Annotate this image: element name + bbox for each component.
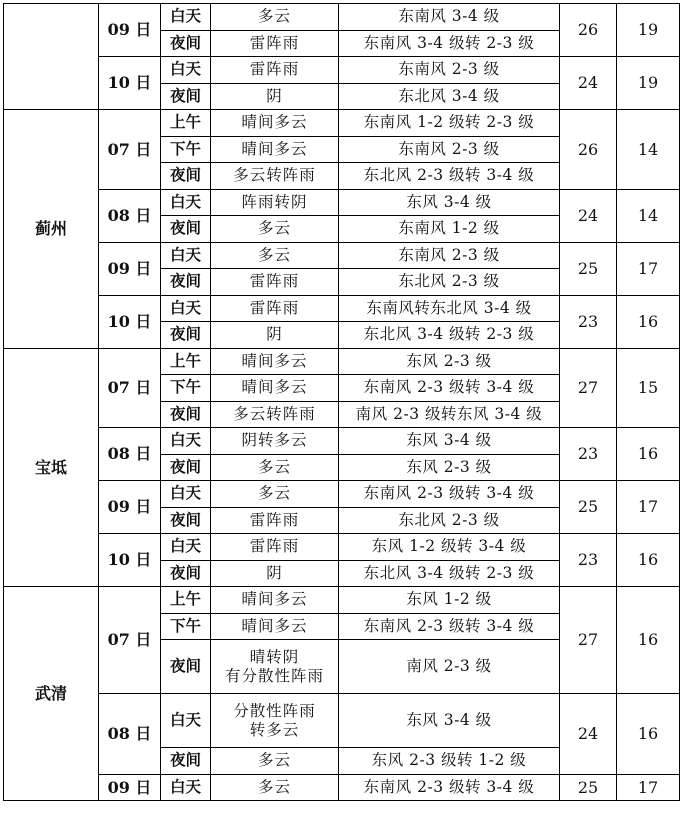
weather-cell bbox=[211, 748, 339, 775]
day-label: 10 日 bbox=[99, 295, 161, 348]
weather-text: 多云 bbox=[257, 457, 291, 476]
period-label: 白天 bbox=[161, 481, 211, 508]
weather-text: 晴间多云 bbox=[241, 139, 308, 158]
weather-cell bbox=[211, 348, 339, 375]
period-label: 夜间 bbox=[161, 322, 211, 349]
weather-text: 多云 bbox=[257, 219, 291, 238]
min-temp: 16 bbox=[617, 428, 680, 481]
forecast-row bbox=[4, 110, 680, 137]
wind-text: 东南风 1-2 级 bbox=[339, 216, 560, 243]
period-label: 夜间 bbox=[161, 560, 211, 587]
max-temp: 23 bbox=[560, 295, 617, 348]
weather-cell bbox=[211, 269, 339, 296]
max-temp: 23 bbox=[560, 534, 617, 587]
period-label: 下午 bbox=[161, 136, 211, 163]
min-temp: 16 bbox=[617, 587, 680, 694]
period-label: 白天 bbox=[161, 534, 211, 561]
forecast-row bbox=[4, 57, 680, 84]
weather-text: 阴 bbox=[266, 563, 283, 582]
weather-cell bbox=[211, 136, 339, 163]
region-name bbox=[4, 4, 99, 110]
weather-cell bbox=[211, 454, 339, 481]
weather-text: 多云转阵雨 bbox=[233, 404, 316, 423]
wind-text: 东风 1-2 级 bbox=[339, 587, 560, 614]
wind-text: 东南风 1-2 级转 2-3 级 bbox=[339, 110, 560, 137]
period-label: 夜间 bbox=[161, 507, 211, 534]
weather-cell bbox=[211, 110, 339, 137]
wind-text: 东风 2-3 级 bbox=[339, 454, 560, 481]
weather-cell bbox=[211, 428, 339, 455]
weather-text: 有分散性阵雨 bbox=[224, 666, 324, 685]
period-label: 白天 bbox=[161, 694, 211, 748]
wind-text: 东风 2-3 级 bbox=[339, 348, 560, 375]
period-label: 上午 bbox=[161, 110, 211, 137]
period-label: 白天 bbox=[161, 295, 211, 322]
weather-text: 晴转阴 bbox=[249, 647, 300, 666]
period-label: 夜间 bbox=[161, 163, 211, 190]
period-label: 夜间 bbox=[161, 269, 211, 296]
max-temp: 25 bbox=[560, 481, 617, 534]
weather-text: 阴 bbox=[266, 86, 283, 105]
weather-text: 晴间多云 bbox=[241, 378, 308, 397]
weather-cell bbox=[211, 613, 339, 640]
period-label: 夜间 bbox=[161, 216, 211, 243]
max-temp: 23 bbox=[560, 428, 617, 481]
min-temp: 14 bbox=[617, 110, 680, 190]
max-temp: 26 bbox=[560, 4, 617, 57]
max-temp: 24 bbox=[560, 694, 617, 775]
region-name: 武清 bbox=[4, 587, 99, 801]
day-label: 09 日 bbox=[99, 4, 161, 57]
weather-text: 多云转阵雨 bbox=[233, 166, 316, 185]
period-label: 白天 bbox=[161, 774, 211, 801]
weather-text: 多云 bbox=[257, 777, 291, 796]
forecast-body bbox=[4, 4, 680, 801]
period-label: 夜间 bbox=[161, 30, 211, 57]
weather-text: 雷阵雨 bbox=[249, 33, 300, 52]
period-label: 上午 bbox=[161, 348, 211, 375]
min-temp: 16 bbox=[617, 534, 680, 587]
weather-text: 阴转多云 bbox=[241, 431, 308, 450]
forecast-row bbox=[4, 534, 680, 561]
day-label: 08 日 bbox=[99, 694, 161, 775]
weather-cell bbox=[211, 189, 339, 216]
wind-text: 东南风 2-3 级转 3-4 级 bbox=[339, 613, 560, 640]
weather-text: 多云 bbox=[257, 245, 291, 264]
wind-text: 东风 3-4 级 bbox=[339, 189, 560, 216]
min-temp: 16 bbox=[617, 694, 680, 775]
weather-cell bbox=[211, 30, 339, 57]
min-temp: 17 bbox=[617, 242, 680, 295]
weather-text: 雷阵雨 bbox=[249, 60, 300, 79]
weather-text: 晴间多云 bbox=[241, 113, 308, 132]
min-temp: 17 bbox=[617, 481, 680, 534]
forecast-row bbox=[4, 189, 680, 216]
weather-text: 转多云 bbox=[249, 720, 300, 739]
forecast-row bbox=[4, 694, 680, 748]
weather-cell bbox=[211, 774, 339, 801]
min-temp: 15 bbox=[617, 348, 680, 428]
period-label: 白天 bbox=[161, 4, 211, 31]
period-label: 下午 bbox=[161, 375, 211, 402]
wind-text: 东南风 2-3 级 bbox=[339, 57, 560, 84]
weather-cell bbox=[211, 587, 339, 614]
period-label: 白天 bbox=[161, 189, 211, 216]
region-name: 宝坻 bbox=[4, 348, 99, 587]
period-label: 夜间 bbox=[161, 640, 211, 694]
wind-text: 东风 2-3 级转 1-2 级 bbox=[339, 748, 560, 775]
wind-text: 东北风 3-4 级 bbox=[339, 83, 560, 110]
forecast-table bbox=[3, 3, 680, 801]
forecast-row bbox=[4, 428, 680, 455]
wind-text: 东北风 2-3 级 bbox=[339, 507, 560, 534]
min-temp: 16 bbox=[617, 295, 680, 348]
period-label: 下午 bbox=[161, 613, 211, 640]
wind-text: 东北风 3-4 级转 2-3 级 bbox=[339, 322, 560, 349]
max-temp: 27 bbox=[560, 348, 617, 428]
wind-text: 南风 2-3 级转东风 3-4 级 bbox=[339, 401, 560, 428]
weather-text: 晴间多云 bbox=[241, 590, 308, 609]
wind-text: 东南风 3-4 级转 2-3 级 bbox=[339, 30, 560, 57]
period-label: 白天 bbox=[161, 242, 211, 269]
day-label: 08 日 bbox=[99, 428, 161, 481]
day-label: 09 日 bbox=[99, 242, 161, 295]
wind-text: 东风 3-4 级 bbox=[339, 428, 560, 455]
wind-text: 东北风 2-3 级 bbox=[339, 269, 560, 296]
max-temp: 24 bbox=[560, 189, 617, 242]
weather-text: 雷阵雨 bbox=[249, 510, 300, 529]
forecast-row bbox=[4, 242, 680, 269]
forecast-row bbox=[4, 4, 680, 31]
day-label: 09 日 bbox=[99, 774, 161, 801]
min-temp: 19 bbox=[617, 57, 680, 110]
wind-text: 东南风转东北风 3-4 级 bbox=[339, 295, 560, 322]
max-temp: 25 bbox=[560, 242, 617, 295]
min-temp: 17 bbox=[617, 774, 680, 801]
weather-text: 多云 bbox=[257, 7, 291, 26]
weather-cell bbox=[211, 640, 339, 694]
wind-text: 东南风 2-3 级 bbox=[339, 242, 560, 269]
period-label: 夜间 bbox=[161, 83, 211, 110]
wind-text: 东南风 3-4 级 bbox=[339, 4, 560, 31]
period-label: 白天 bbox=[161, 57, 211, 84]
period-label: 上午 bbox=[161, 587, 211, 614]
max-temp: 26 bbox=[560, 110, 617, 190]
period-label: 夜间 bbox=[161, 748, 211, 775]
weather-cell bbox=[211, 694, 339, 748]
weather-text: 雷阵雨 bbox=[249, 272, 300, 291]
wind-text: 东风 3-4 级 bbox=[339, 694, 560, 748]
weather-text: 多云 bbox=[257, 484, 291, 503]
wind-text: 东南风 2-3 级 bbox=[339, 136, 560, 163]
wind-text: 东南风 2-3 级转 3-4 级 bbox=[339, 375, 560, 402]
forecast-row bbox=[4, 295, 680, 322]
weather-cell bbox=[211, 375, 339, 402]
min-temp: 19 bbox=[617, 4, 680, 57]
wind-text: 东北风 2-3 级转 3-4 级 bbox=[339, 163, 560, 190]
wind-text: 东南风 2-3 级转 3-4 级 bbox=[339, 774, 560, 801]
weather-text: 阴 bbox=[266, 325, 283, 344]
forecast-row bbox=[4, 481, 680, 508]
day-label: 10 日 bbox=[99, 534, 161, 587]
day-label: 09 日 bbox=[99, 481, 161, 534]
weather-text: 阵雨转阴 bbox=[241, 192, 308, 211]
forecast-row bbox=[4, 348, 680, 375]
weather-cell bbox=[211, 57, 339, 84]
max-temp: 25 bbox=[560, 774, 617, 801]
day-label: 07 日 bbox=[99, 348, 161, 428]
wind-text: 南风 2-3 级 bbox=[339, 640, 560, 694]
weather-text: 多云 bbox=[257, 751, 291, 770]
weather-cell bbox=[211, 534, 339, 561]
period-label: 白天 bbox=[161, 428, 211, 455]
weather-cell bbox=[211, 4, 339, 31]
weather-cell bbox=[211, 560, 339, 587]
wind-text: 东南风 2-3 级转 3-4 级 bbox=[339, 481, 560, 508]
day-label: 08 日 bbox=[99, 189, 161, 242]
weather-text: 雷阵雨 bbox=[249, 537, 300, 556]
weather-cell bbox=[211, 507, 339, 534]
forecast-row bbox=[4, 587, 680, 614]
max-temp: 24 bbox=[560, 57, 617, 110]
day-label: 10 日 bbox=[99, 57, 161, 110]
day-label: 07 日 bbox=[99, 587, 161, 694]
min-temp: 14 bbox=[617, 189, 680, 242]
weather-text: 分散性阵雨 bbox=[233, 701, 316, 720]
day-label: 07 日 bbox=[99, 110, 161, 190]
weather-cell bbox=[211, 216, 339, 243]
weather-cell bbox=[211, 481, 339, 508]
weather-cell bbox=[211, 322, 339, 349]
weather-cell bbox=[211, 163, 339, 190]
weather-text: 晴间多云 bbox=[241, 351, 308, 370]
weather-cell bbox=[211, 83, 339, 110]
period-label: 夜间 bbox=[161, 454, 211, 481]
wind-text: 东北风 3-4 级转 2-3 级 bbox=[339, 560, 560, 587]
weather-cell bbox=[211, 295, 339, 322]
region-name: 蓟州 bbox=[4, 110, 99, 349]
period-label: 夜间 bbox=[161, 401, 211, 428]
weather-cell bbox=[211, 242, 339, 269]
weather-text: 晴间多云 bbox=[241, 616, 308, 635]
wind-text: 东风 1-2 级转 3-4 级 bbox=[339, 534, 560, 561]
weather-cell bbox=[211, 401, 339, 428]
max-temp: 27 bbox=[560, 587, 617, 694]
weather-text: 雷阵雨 bbox=[249, 298, 300, 317]
forecast-row bbox=[4, 774, 680, 801]
